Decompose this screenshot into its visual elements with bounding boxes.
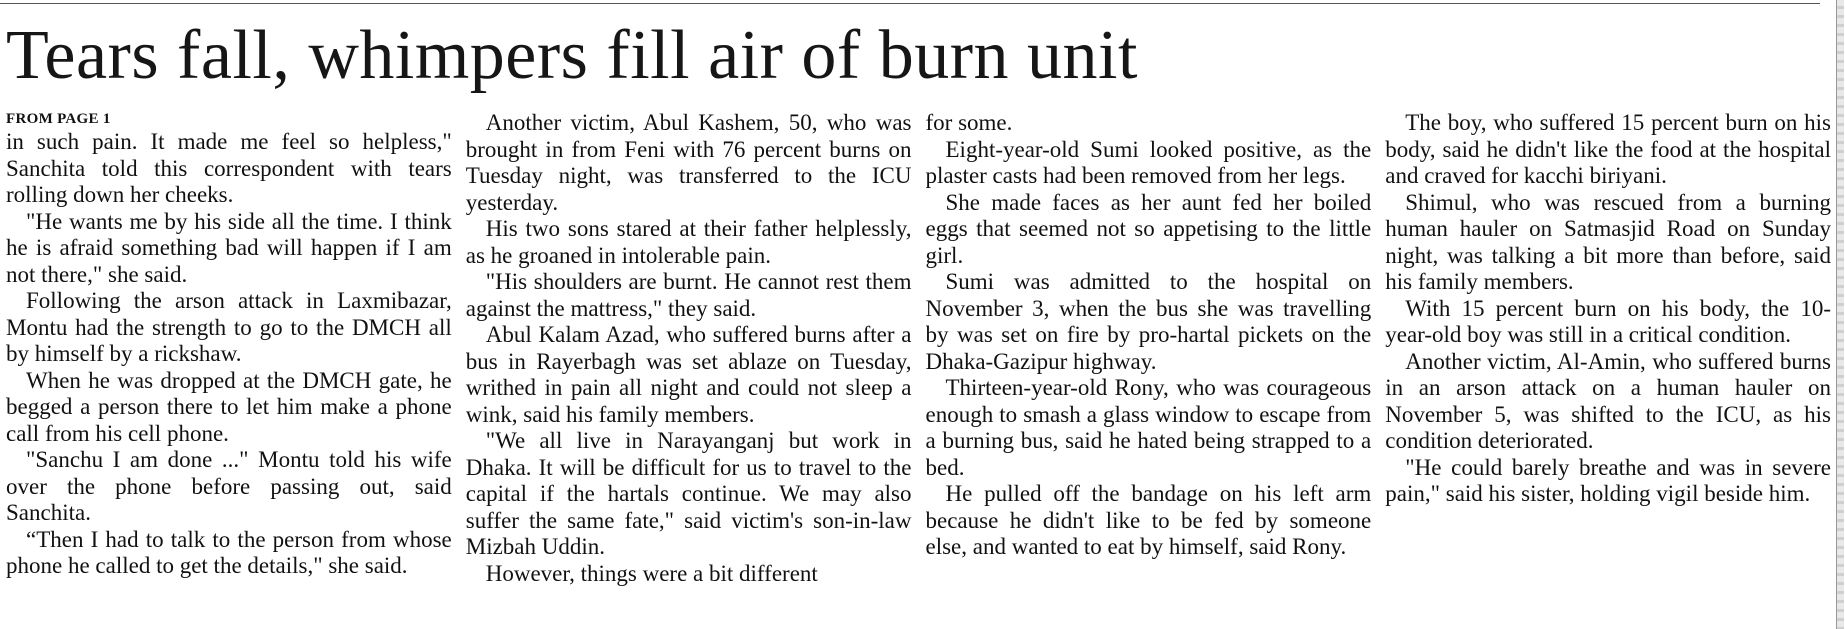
column-2 [466, 110, 912, 625]
paragraph: Thirteen-year-old Rony, who was courageous enough to smash a glass window to escape from a burning bus, said he hated being strapped to a bed. [925, 375, 1372, 480]
paragraph: Shimul, who was rescued from a burning human hauler on Satmasjid Road on Sunday night, was talking a bit more than before, said his family members. [1385, 189, 1831, 294]
paragraph: “Then I had to talk to the person from whose phone he called to get the details," she said. [6, 526, 452, 578]
paragraph: Sumi was admitted to the hospital on November 3, when the bus she was travelling by was set on fire by pro-hartal pickets on the Dhaka-Gazipur highway. [925, 269, 1372, 374]
paragraph: Another victim, Al-Amin, who suffered burns in an arson attack on a human hauler on November 5, was shifted to the ICU, as his condition deteriorated. [1385, 348, 1831, 453]
paragraph: With 15 percent burn on his body, the 10-year-old boy was still in a critical condition. [1385, 295, 1831, 347]
paragraph: "He wants me by his side all the time. I think he is afraid something bad will happen if I am not there," she said. [6, 208, 452, 287]
column-1 [6, 110, 452, 625]
paragraph: His two sons stared at their father helplessly, as he groaned in intolerable pain. [465, 216, 912, 268]
paragraph: When he was dropped at the DMCH gate, he begged a person there to let him make a phone call from his cell phone. [6, 367, 452, 446]
column-3 [926, 110, 1372, 625]
column-4 [1385, 110, 1831, 625]
paragraph: "He could barely breathe and was in severe pain," said his sister, holding vigil beside him. [1385, 454, 1831, 506]
jump-label: FROM PAGE 1 [6, 111, 111, 127]
paragraph: "Sanchu I am done ..." Montu told his wife over the phone before passing out, said Sanchita. [6, 447, 452, 525]
paragraph: "We all live in Narayanganj but work in Dhaka. It will be difficult for us to travel to the capital if the hartals continue. We may also suffer the same fate," said victim's son-in-law Mizbah Uddin. [465, 428, 912, 559]
paragraph: "His shoulders are burnt. He cannot rest them against the mattress," they said. [465, 269, 912, 321]
paragraph: Abul Kalam Azad, who suffered burns after a bus in Rayerbagh was set ablaze on Tuesday, writhed in pain all night and could not sleep a wink, said his family members. [465, 322, 912, 427]
headline: Tears fall, whimpers fill air of burn unit [6, 17, 1138, 94]
paragraph: Another victim, Abul Kashem, 50, who was brought in from Feni with 76 percent burns on Tuesday night, was transferred to the ICU yesterday. [465, 110, 912, 215]
paragraph: for some. [925, 110, 1013, 135]
paragraph: in such pain. It made me feel so helpless," Sanchita told this correspondent with tears rolling down her cheeks. [6, 129, 452, 207]
top-rule [0, 3, 1820, 4]
paragraph: Eight-year-old Sumi looked positive, as the plaster casts had been removed from her legs. [925, 136, 1372, 188]
article-body [6, 110, 1831, 625]
paragraph: He pulled off the bandage on his left arm because he didn't like to be fed by someone else, and wanted to eat by himself, said Rony. [925, 481, 1372, 559]
paragraph: The boy, who suffered 15 percent burn on his body, said he didn't like the food at the hospital and craved for kacchi biriyani. [1385, 110, 1831, 188]
paragraph: Following the arson attack in Laxmibazar, Montu had the strength to go to the DMCH all by himself by a rickshaw. [6, 288, 452, 366]
paragraph: She made faces as her aunt fed her boiled eggs that seemed not so appetising to the little girl. [925, 189, 1372, 268]
paragraph: However, things were a bit different [485, 560, 818, 586]
page-edge [1836, 0, 1844, 629]
